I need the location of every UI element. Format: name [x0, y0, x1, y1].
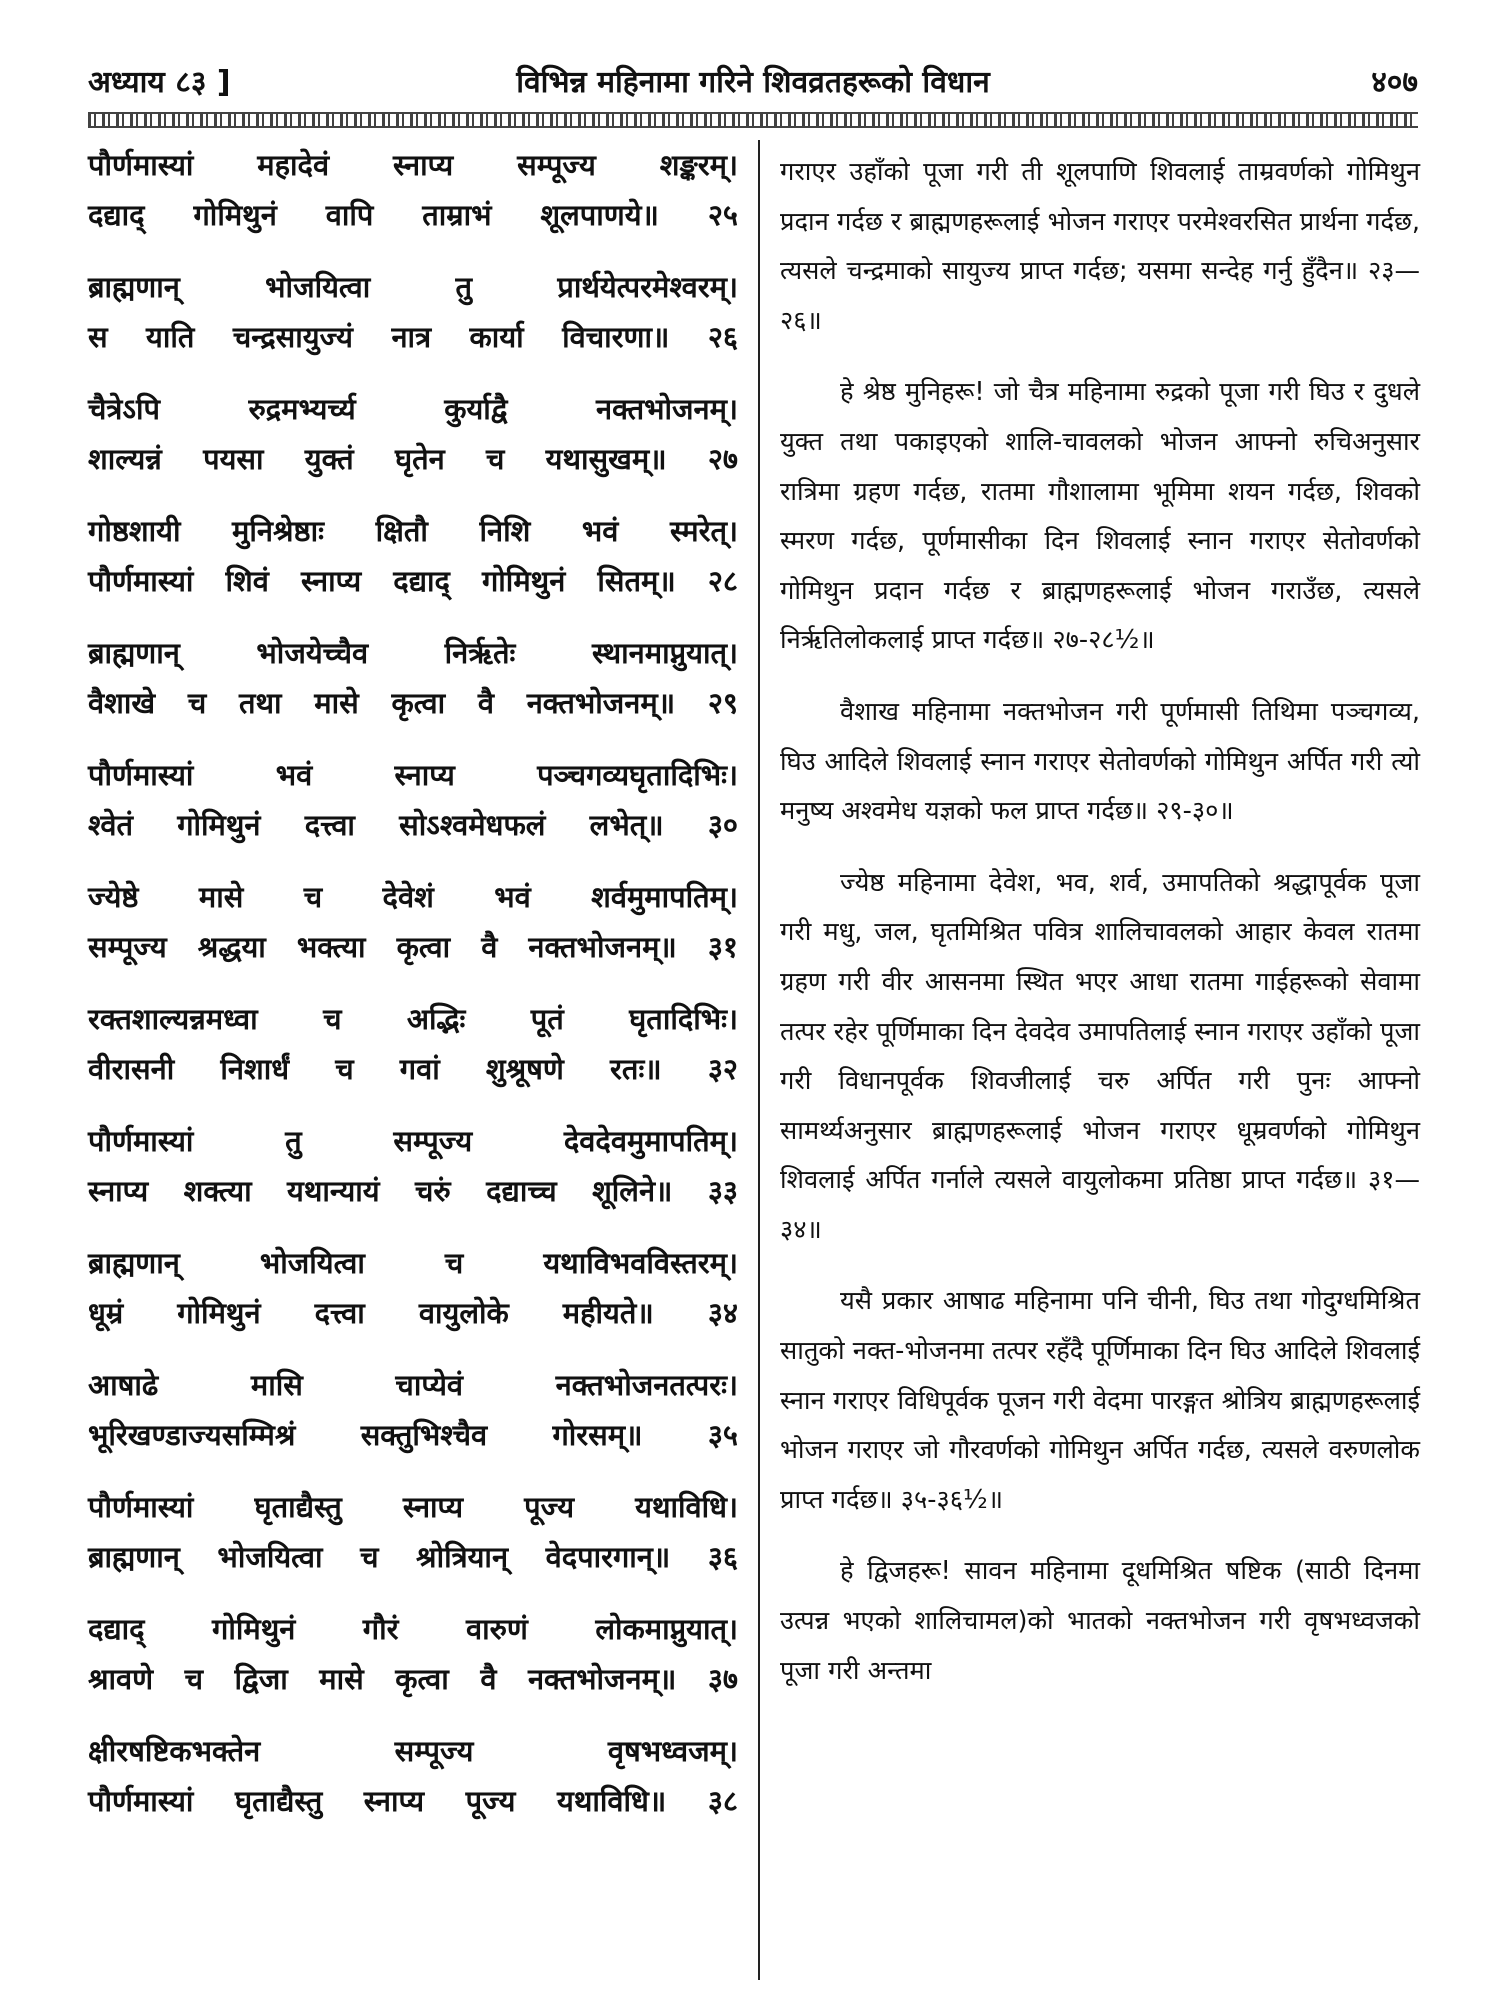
verse-line: पौर्णमास्यां भवं स्नाप्य पञ्चगव्यघृतादिभिः।	[88, 758, 738, 792]
chapter-label: अध्याय ८३ ]	[88, 65, 231, 100]
sanskrit-verses-column	[88, 140, 738, 1848]
page-header	[88, 60, 1418, 110]
verse-line: रक्तशाल्यन्नमध्वा च अद्भिः पूतं घृतादिभिः।	[88, 1002, 738, 1036]
verse-line: दद्याद् गोमिथुनं वापि ताम्राभं शूलपाणये॥ २५	[88, 198, 738, 232]
verse-31	[88, 872, 738, 994]
verse-line: पौर्णमास्यां घृताद्यैस्तु स्नाप्य पूज्य यथाविधि।	[88, 1490, 738, 1524]
verse-line: दद्याद् गोमिथुनं गौरं वारुणं लोकमाप्नुयात्।	[88, 1612, 738, 1646]
verse-line: ब्राह्मणान् भोजयेच्चैव निर्ऋतेः स्थानमाप्नुयात्।	[88, 636, 738, 670]
verse-32	[88, 994, 738, 1116]
translation-paragraph: हे द्विजहरू! सावन महिनामा दूधमिश्रित षष्टिक (साठी दिनमा उत्पन्न भएको शालिचामल)को भातको नक्तभोजन गरी वृषभध्वजको पूजा गरी अन्तमा	[780, 1556, 1420, 1686]
verse-27	[88, 384, 738, 506]
verse-33	[88, 1116, 738, 1238]
verse-line: स याति चन्द्रसायुज्यं नात्र कार्या विचारणा॥ २६	[88, 320, 738, 354]
verse-26	[88, 262, 738, 384]
verse-line: ब्राह्मणान् भोजयित्वा च श्रोत्रियान् वेदपारगान्॥ ३६	[88, 1540, 738, 1574]
column-divider	[758, 140, 760, 1980]
verse-30	[88, 750, 738, 872]
page-number: ४०७	[1371, 65, 1418, 100]
verse-line: पौर्णमास्यां तु सम्पूज्य देवदेवमुमापतिम्।	[88, 1124, 738, 1158]
verse-line: सम्पूज्य श्रद्धया भक्त्या कृत्वा वै नक्तभोजनम्॥ ३१	[88, 930, 738, 964]
verse-line: स्नाप्य शक्त्या यथान्यायं चरुं दद्याच्च शूलिने॥ ३३	[88, 1174, 738, 1208]
verse-line: भूरिखण्डाज्यसम्मिश्रं सक्तुभिश्चैव गोरसम्॥ ३५	[88, 1418, 738, 1452]
translation-paragraph: यसै प्रकार आषाढ महिनामा पनि चीनी, घिउ तथा गोदुग्धमिश्रित सातुको नक्त-भोजनमा तत्पर रहँदै पूर्णिमाका दिन घिउ आदिले शिवलाई स्नान गराएर विधिपूर्वक पूजन गरी वेदमा पारङ्गत श्रोत्रिय ब्राह्मणहरूलाई भोजन गराएर जो गौरवर्णको गोमिथुन अर्पित गर्दछ, त्यसले वरुणलोक प्राप्त गर्दछ॥ ३५-३६½॥	[780, 1286, 1420, 1515]
translation-paragraph: हे श्रेष्ठ मुनिहरू! जो चैत्र महिनामा रुद्रको पूजा गरी घिउ र दुधले युक्त तथा पकाइएको शालि-चावलको भोजन आफ्नो रुचिअनुसार रात्रिमा ग्रहण गर्दछ, रातमा गौशालामा भूमिमा शयन गर्दछ, शिवको स्मरण गर्दछ, पूर्णमासीका दिन शिवलाई स्नान गराएर सेतोवर्णको गोमिथुन प्रदान गर्दछ र ब्राह्मणहरूलाई भोजन गराउँछ, त्यसले निर्ऋतिलोकलाई प्राप्त गर्दछ॥ २७-२८½॥	[780, 377, 1420, 656]
verse-line: वीरासनी निशार्धं च गवां शुश्रूषणे रतः॥ ३२	[88, 1052, 738, 1086]
decorative-border	[88, 112, 1418, 128]
verse-29	[88, 628, 738, 750]
verse-line: चैत्रेऽपि रुद्रमभ्यर्च्य कुर्याद्वै नक्तभोजनम्।	[88, 392, 738, 426]
verse-line: ज्येष्ठे मासे च देवेशं भवं शर्वमुमापतिम्।	[88, 880, 738, 914]
verse-line: आषाढे मासि चाप्येवं नक्तभोजनतत्परः।	[88, 1368, 738, 1402]
running-title: विभिन्न महिनामा गरिने शिवव्रतहरूको विधान	[516, 65, 990, 100]
verse-line: वैशाखे च तथा मासे कृत्वा वै नक्तभोजनम्॥ २९	[88, 686, 738, 720]
verse-line: पौर्णमास्यां घृताद्यैस्तु स्नाप्य पूज्य यथाविधि॥ ३८	[88, 1784, 738, 1818]
verse-line: ब्राह्मणान् भोजयित्वा तु प्रार्थयेत्परमेश्वरम्।	[88, 270, 738, 304]
verse-line: पौर्णमास्यां महादेवं स्नाप्य सम्पूज्य शङ्करम्।	[88, 148, 738, 182]
verse-line: श्वेतं गोमिथुनं दत्त्वा सोऽश्वमेधफलं लभेत्॥ ३०	[88, 808, 738, 842]
verse-line: क्षीरषष्टिकभक्तेन सम्पूज्य वृषभध्वजम्।	[88, 1734, 738, 1768]
verse-34	[88, 1238, 738, 1360]
verse-35	[88, 1360, 738, 1482]
translation-paragraph: ज्येष्ठ महिनामा देवेश, भव, शर्व, उमापतिको श्रद्धापूर्वक पूजा गरी मधु, जल, घृतमिश्रित पवित्र शालिचावलको आहार केवल रातमा ग्रहण गरी वीर आसनमा स्थित भएर आधा रातमा गाईहरूको सेवामा तत्पर रहेर पूर्णिमाका दिन देवदेव उमापतिलाई स्नान गराएर उहाँको पूजा गरी विधानपूर्वक शिवजीलाई चरु अर्पित गरी पुनः आफ्नो सामर्थ्यअनुसार ब्राह्मणहरूलाई भोजन गराएर धूम्रवर्णको गोमिथुन शिवलाई अर्पित गर्नाले त्यसले वायुलोकमा प्रतिष्ठा प्राप्त गर्दछ॥ ३१—३४॥	[780, 867, 1420, 1245]
verse-line: श्रावणे च द्विजा मासे कृत्वा वै नक्तभोजनम्॥ ३७	[88, 1662, 738, 1696]
verse-line: पौर्णमास्यां शिवं स्नाप्य दद्याद् गोमिथुनं सितम्॥ २८	[88, 564, 738, 598]
verse-28	[88, 506, 738, 628]
verse-36	[88, 1482, 738, 1604]
verse-line: शाल्यन्नं पयसा युक्तं घृतेन च यथासुखम्॥ २७	[88, 442, 738, 476]
verse-38	[88, 1726, 738, 1848]
translation-paragraph: गराएर उहाँको पूजा गरी ती शूलपाणि शिवलाई ताम्रवर्णको गोमिथुन प्रदान गर्दछ र ब्राह्मणहरूलाई भोजन गराएर परमेश्वरसित प्रार्थना गर्दछ, त्यसले चन्द्रमाको सायुज्य प्राप्त गर्दछ; यसमा सन्देह गर्नु हुँदैन॥ २३—२६॥	[780, 157, 1420, 336]
verse-line: धूम्रं गोमिथुनं दत्त्वा वायुलोके महीयते॥ ३४	[88, 1296, 738, 1330]
translation-paragraph: वैशाख महिनामा नक्तभोजन गरी पूर्णमासी तिथिमा पञ्चगव्य, घिउ आदिले शिवलाई स्नान गराएर सेतोवर्णको गोमिथुन अर्पित गरी त्यो मनुष्य अश्वमेध यज्ञको फल प्राप्त गर्दछ॥ २९-३०॥	[780, 696, 1420, 827]
verse-25	[88, 140, 738, 262]
verse-line: गोष्ठशायी मुनिश्रेष्ठाः क्षितौ निशि भवं स्मरेत्।	[88, 514, 738, 548]
verse-line: ब्राह्मणान् भोजयित्वा च यथाविभवविस्तरम्।	[88, 1246, 738, 1280]
verse-37	[88, 1604, 738, 1726]
nepali-translation-column	[780, 148, 1420, 1718]
